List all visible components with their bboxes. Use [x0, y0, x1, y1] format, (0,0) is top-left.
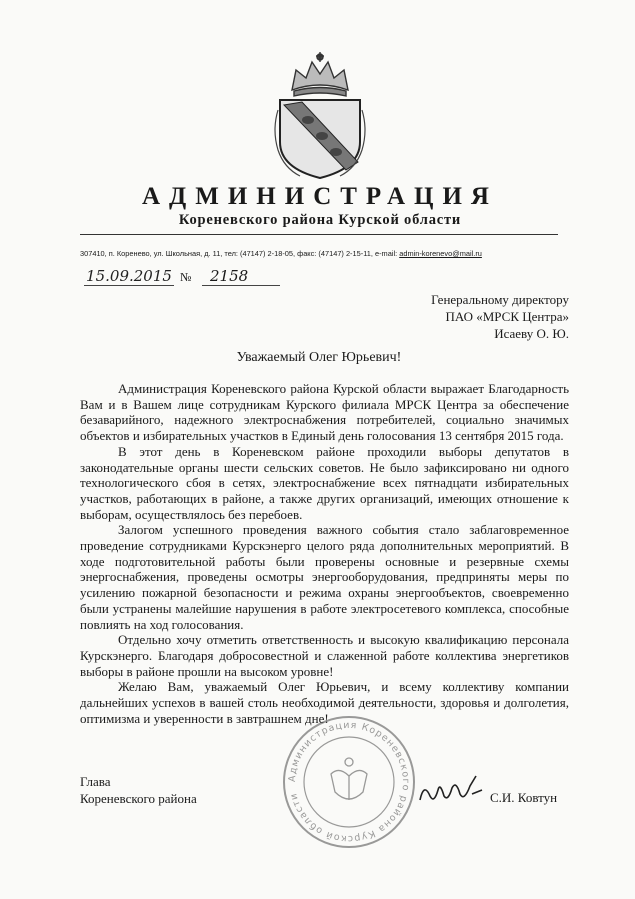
salutation: Уважаемый Олег Юрьевич!: [236, 350, 402, 365]
signatory-title-line: Кореневского района: [80, 791, 197, 806]
signatory-title: [80, 773, 197, 807]
paragraph: Отдельно хочу отметить ответственность и высокую квалификацию персонала Курскэнерго. Благодаря добросовестной и слаженной работе коллектива энергетиков выборы в районе прошли на высоком уровне!: [80, 632, 569, 679]
organization-subtitle: Кореневского района Курской области: [178, 212, 462, 228]
organization-title: АДМИНИСТРАЦИЯ: [142, 183, 498, 210]
addressee-position: Генеральному директору: [431, 292, 569, 307]
document-reference: [80, 267, 300, 289]
addressee-company: ПАО «МРСК Центра»: [445, 309, 569, 324]
contact-address-phones: 307410, п. Коренево, ул. Школьная, д. 11, тел: (47147) 2-18-05, факс: (47147) 2-15-11, e-mail:: [80, 249, 400, 258]
coat-of-arms-icon: [270, 50, 370, 182]
official-stamp-icon: [281, 714, 417, 850]
document-number-label: №: [180, 270, 192, 284]
letter-body: [80, 381, 569, 726]
signatory-name: С.И. Ковтун: [490, 790, 558, 805]
document-date: 15.09.2015: [84, 267, 174, 286]
paragraph: Залогом успешного проведения важного события стало заблаговременное проведение сотрудниками Курскэнерго целого ряда дополнительных мероприятий. В ходе подготовительной работы были проверены основные и резервные схемы энергоснабжения, проведены осмотры энергооборудования, предприняты меры по усилению пожарной безопасности и режима охраны энергообъектов, своевременно были устранены малейшие нарушения в работе электросетевого комплекса, способные повлиять на ход голосования.: [80, 522, 569, 632]
contact-details: [80, 249, 580, 258]
document-number: 2158: [202, 267, 280, 286]
signatory-title-line: Глава: [80, 774, 111, 789]
addressee-block: [431, 291, 569, 342]
header-divider: [80, 234, 558, 235]
paragraph: Желаю Вам, уважаемый Олег Юрьевич, и всему коллективу компании дальнейших успехов в вашей столь необходимой деятельности, здоровья и долголетия, оптимизма и уверенности в завтрашнем дне!: [80, 679, 569, 726]
email-link[interactable]: admin-korenevo@mail.ru: [399, 249, 482, 258]
handwritten-signature-icon: [416, 772, 486, 810]
paragraph: Администрация Кореневского района Курской области выражает Благодарность Вам и в Вашем лице сотрудникам Курского филиала МРСК Центра за обеспечение безаварийного, надежного электроснабжения потребителей, социально значимых объектов и избирательных участков в Единый день голосования 13 сентября 2015 года.: [80, 381, 569, 444]
paragraph: В этот день в Кореневском районе проходили выборы депутатов в законодательные органы шести сельских советов. Не было зафиксировано ни одного технологического сбоя в сетях, электроснабжение всех пятнадцати избирательных участков, работающих в районе, а также других организаций, имеющих отношение к выборам, осуществлялось без перебоев.: [80, 443, 569, 522]
svg-text:Администрация Кореневского рай: Администрация Кореневского района Курской области: [286, 719, 412, 845]
addressee-name: Исаеву О. Ю.: [494, 326, 569, 341]
